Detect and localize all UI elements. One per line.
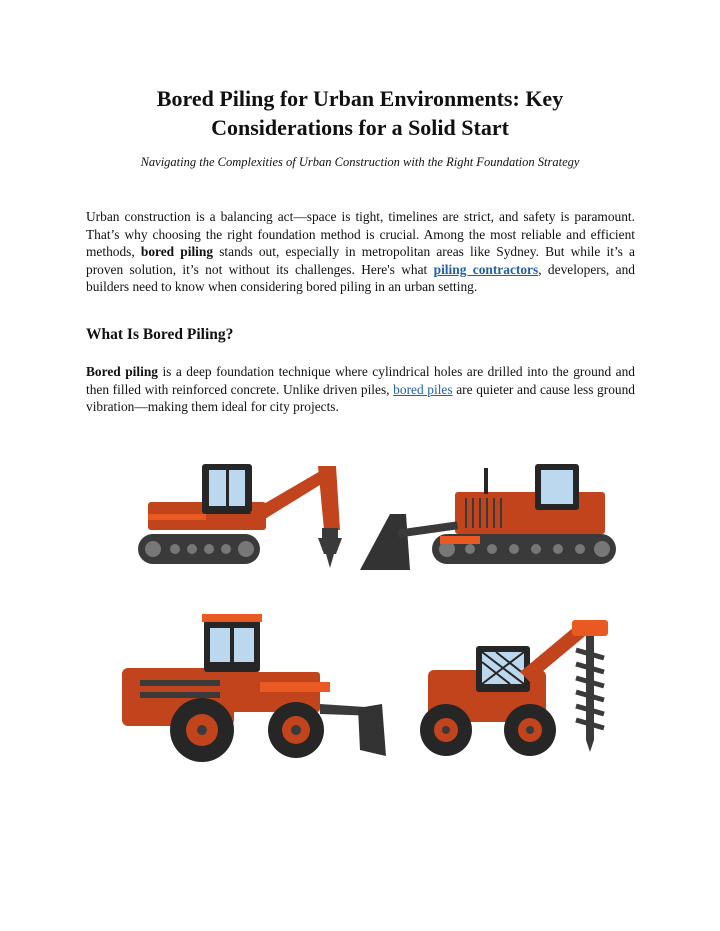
document-subtitle: Navigating the Complexities of Urban Construction with the Right Foundation Strategy: [140, 155, 580, 169]
piling-contractors-link[interactable]: piling contractors: [433, 261, 539, 277]
construction-machinery-illustration: [110, 450, 630, 780]
definition-text-1: is a deep foundation technique where cylindrical holes are drilled into the ground and then filled with reinforced concrete. Unlike driven piles,: [86, 364, 635, 397]
section-heading-what-is-bored-piling: What Is Bored Piling?: [86, 326, 234, 343]
piling-drill-rig-icon: [420, 620, 608, 756]
definition-paragraph: [86, 363, 635, 416]
excavator-icon: [138, 464, 342, 568]
intro-text-1: Urban construction is a balancing act—space is tight, timelines are strict, and safety is paramount. That’s why choosing the right foundation method is crucial. Among the most reliable and efficient methods,: [86, 209, 635, 260]
wheel-dozer-icon: [122, 614, 386, 762]
bored-piles-link[interactable]: bored piles: [393, 381, 453, 397]
intro-bold-term: bored piling: [140, 244, 214, 260]
definition-bold-term: Bored piling: [86, 364, 158, 379]
bulldozer-icon: [360, 464, 616, 570]
document-title: Bored Piling for Urban Environments: Key Considerations for a Solid Start: [156, 86, 564, 140]
intro-text-3: , developers, and builders need to know when considering bored piling in an urban setting.: [86, 261, 635, 295]
intro-paragraph: [86, 208, 635, 296]
intro-text-2: stands out, especially in metropolitan areas like Sydney. But while it’s a proven solution, it’s not without its challenges. Here's what: [86, 244, 635, 277]
definition-text-2: are quieter and cause less ground vibration—making them ideal for city projects.: [86, 381, 635, 415]
